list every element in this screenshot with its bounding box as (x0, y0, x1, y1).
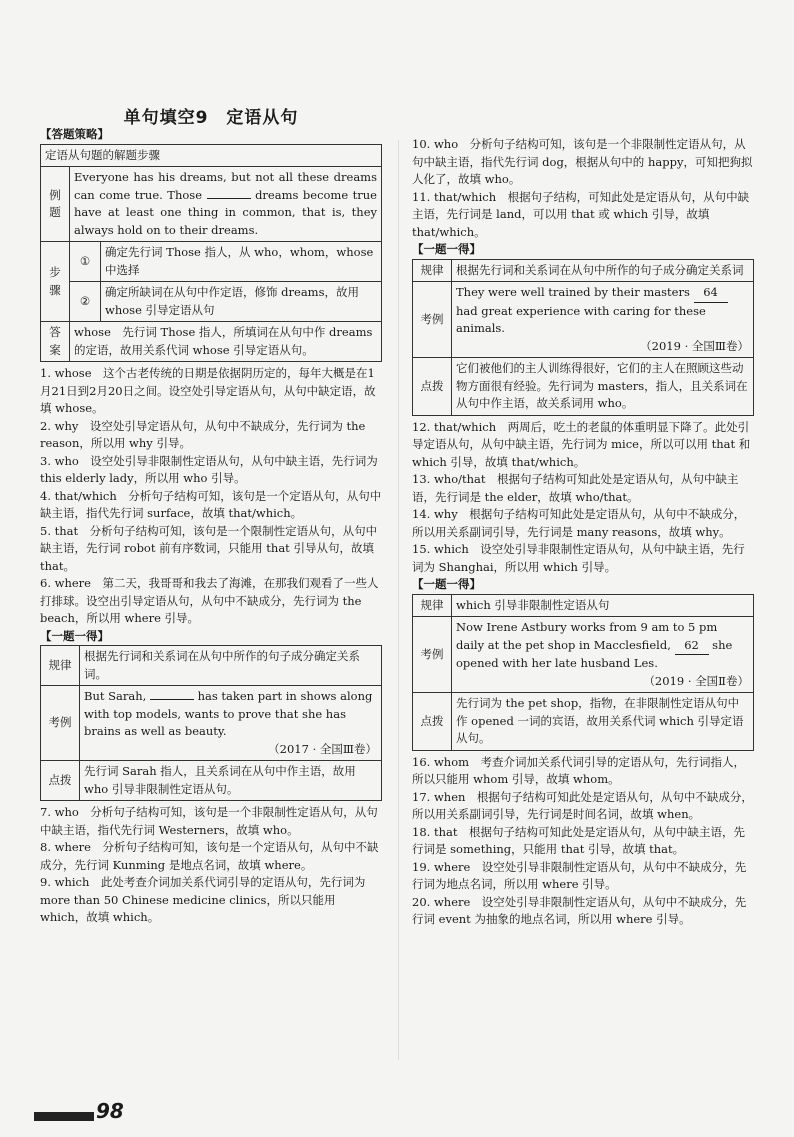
exam-text (452, 282, 754, 358)
right-items-c (412, 754, 754, 929)
exam-answer-fill: 64 (694, 284, 728, 303)
exam-label: 考例 (413, 282, 452, 358)
exam-after: she opened with her late husband Les. (456, 637, 733, 670)
hint-label: 点拨 (41, 761, 80, 801)
exam-after: has taken part in shows along with top models, wants to prove that she has brains as well as beauty. (84, 689, 373, 738)
step2-number: ② (70, 282, 101, 322)
exam-before: But Sarah, (84, 689, 147, 703)
list-item: 9. which 此处考查介词加关系代词引导的定语从句，先行词为 more than 50 Chinese medicine clinics，所以只能用 which，故填 which。 (40, 875, 366, 924)
left-items-a (40, 365, 382, 628)
list-item: 17. when 根据句子结构可知此处是定语从句，从句中不缺成分，所以用关系副词引导，先行词是时间名词，故填 when。 (412, 789, 753, 821)
steps-label: 步骤 (41, 242, 70, 322)
left-column (40, 126, 382, 927)
exam-before: Now Irene Astbury works from 9 am to 5 pm daily at the pet shop in Macclesfield, (456, 620, 718, 652)
yiti-tag-2: 【一题一得】 (412, 577, 481, 591)
example-text (70, 167, 382, 242)
answer-label: 答案 (41, 322, 70, 362)
hint-text: 先行词为 the pet shop，指物，在非限制性定语从句中作 opened 一词的宾语，故用关系代词 which 引导定语从句。 (452, 693, 754, 751)
footer-logo-bar (34, 1112, 94, 1121)
hint-label: 点拨 (413, 693, 452, 751)
column-divider (398, 140, 399, 1060)
list-item: 4. that/which 分析句子结构可知，该句是一个定语从句，从句中缺主语，指代先行词 surface，故填 that/which。 (40, 488, 382, 520)
hint-text: 它们被他们的主人训练得很好，它们的主人在照顾这些动物方面很有经验。先行词为 masters，指人，且关系词在从句中作主语，故关系词用 who。 (452, 358, 754, 416)
example-after: dreams become true have at least one thing in common, that is, they always hold on to their dreams. (74, 187, 377, 237)
exam-source: （2019 · 全国Ⅱ卷） (643, 673, 749, 688)
hint-text: 先行词 Sarah 指人，且关系词在从句中作主语，故用 who 引导非限制性定语从句。 (80, 761, 382, 801)
list-item: 14. why 根据句子结构可知此处是定语从句，从句中不缺成分，所以用关系副词引导，先行词是 many reasons，故填 why。 (412, 507, 746, 539)
answer-text: whose 先行词 Those 指人，所填词在从句中作 dreams 的定语，故用关系代词 whose 引导定语从句。 (70, 322, 382, 362)
exam-blank (150, 688, 194, 700)
page-footer (34, 1098, 154, 1128)
right-items-b (412, 419, 754, 577)
list-item: 6. where 第二天，我哥哥和我去了海滩，在那我们观看了一些人打排球。设空出引导定语从句，从句中不缺成分，先行词为 the beach，所以用 where 引导。 (40, 576, 379, 625)
section-title: 单句填空9 定语从句 (123, 108, 299, 128)
list-item: 20. where 设空处引导非限制性定语从句，从句中不缺成分，先行词 event 为抽象的地点名词，所以用 where 引导。 (412, 894, 747, 926)
list-item: 7. who 分析句子结构可知，该句是一个非限制性定语从句，从句中缺主语，指代先行词 Westerners，故填 who。 (40, 805, 378, 837)
step1-number: ① (70, 242, 101, 282)
page-number: 98 (96, 1099, 124, 1123)
strategy-header: 定语从句题的解题步骤 (41, 144, 382, 167)
exam-label: 考例 (413, 617, 452, 693)
tip-table (40, 645, 382, 801)
tip-table-1 (412, 259, 754, 416)
right-items-a (412, 136, 754, 241)
exam-after: had great experience with caring for these animals. (456, 303, 706, 335)
list-item: 3. who 设空处引导非限制性定语从句，从句中缺主语，先行词为 this elderly lady，所以用 who 引导。 (40, 453, 378, 485)
yiti-tag: 【一题一得】 (40, 628, 109, 643)
list-item: 11. that/which 根据句子结构，可知此处是定语从句，从句中缺主语，先行词是 land，可以用 that 或 which 引导，故填 that/which。 (412, 189, 750, 239)
list-item: 19. where 设空处引导非限制性定语从句，从句中不缺成分，先行词为地点名词，所以用 where 引导。 (412, 859, 747, 891)
rule-text: 根据先行词和关系词在从句中所作的句子成分确定关系词。 (80, 646, 382, 686)
step2-text: 确定所缺词在从句中作定语，修饰 dreams，故用 whose 引导定语从句 (101, 282, 382, 322)
list-item: 15. which 设空处引导非限制性定语从句，从句中缺主语，先行词为 Shanghai，所以用 which 引导。 (412, 542, 745, 574)
list-item: 5. that 分析句子结构可知，该句是一个限制性定语从句，从句中缺主语，先行词 robot 前有序数词，只能用 that 引导从句，故填 that。 (40, 523, 378, 573)
list-item: 2. why 设空处引导定语从句，从句中不缺成分，先行词为 the reason，所以用 why 引导。 (40, 418, 366, 450)
rule-label: 规律 (41, 646, 80, 686)
list-item: 13. who/that 根据句子结构可知此处是定语从句，从句中缺主语，先行词是 the elder，故填 who/that。 (412, 472, 739, 504)
exam-answer-fill: 62 (675, 637, 709, 656)
example-label: 例题 (41, 167, 70, 242)
list-item: 10. who 分析句子结构可知，该句是一个非限制性定语从句，从句中缺主语，指代先行词 dog，根据从句中的 happy，可知把狗拟人化了，故填 who。 (412, 137, 753, 186)
list-item: 12. that/which 两周后，吃土的老鼠的体重明显下降了。此处引导定语从句，从句中缺主语，先行词为 mice，所以可以用 that 和 which 引导，故填 that/which。 (412, 419, 751, 469)
list-item: 18. that 根据句子结构可知此处是定语从句，从句中缺主语，先行词是 something，只能用 that 引导，故填 that。 (412, 824, 745, 856)
example-blank (207, 187, 251, 199)
strategy-table (40, 144, 382, 363)
right-column (412, 136, 754, 929)
list-item: 1. whose 这个古老传统的日期是依据阴历定的，每年大概是在1月21日到2月20日之间。设空处引导定语从句，从句中缺定语，故填 whose。 (40, 366, 376, 415)
left-items-b (40, 804, 382, 927)
exam-source: （2017 · 全国Ⅲ卷） (268, 741, 377, 756)
rule-label: 规律 (413, 594, 452, 617)
strategy-tag: 【答题策略】 (40, 127, 109, 141)
hint-label: 点拨 (413, 358, 452, 416)
rule-text: which 引导非限制性定语从句 (452, 594, 754, 617)
rule-label: 规律 (413, 259, 452, 282)
list-item: 16. whom 考查介词加关系代词引导的定语从句，先行词指人，所以只能用 whom 引导，故填 whom。 (412, 754, 746, 786)
example-before: Everyone has his dreams, but not all these dreams can come true. Those (74, 170, 377, 202)
exam-before: They were well trained by their masters (456, 285, 690, 299)
exam-text (452, 617, 754, 693)
exam-text (80, 686, 382, 761)
rule-text: 根据先行词和关系词在从句中所作的句子成分确定关系词 (452, 259, 754, 282)
exam-label: 考例 (41, 686, 80, 761)
step1-text: 确定先行词 Those 指人，从 who，whom，whose 中选择 (101, 242, 382, 282)
exam-source: （2019 · 全国Ⅲ卷） (640, 338, 749, 353)
yiti-tag-1: 【一题一得】 (412, 242, 481, 256)
list-item: 8. where 分析句子结构可知，该句是一个定语从句，从句中不缺成分，先行词 Kunming 是地点名词，故填 where。 (40, 840, 379, 872)
tip-table-2 (412, 594, 754, 751)
